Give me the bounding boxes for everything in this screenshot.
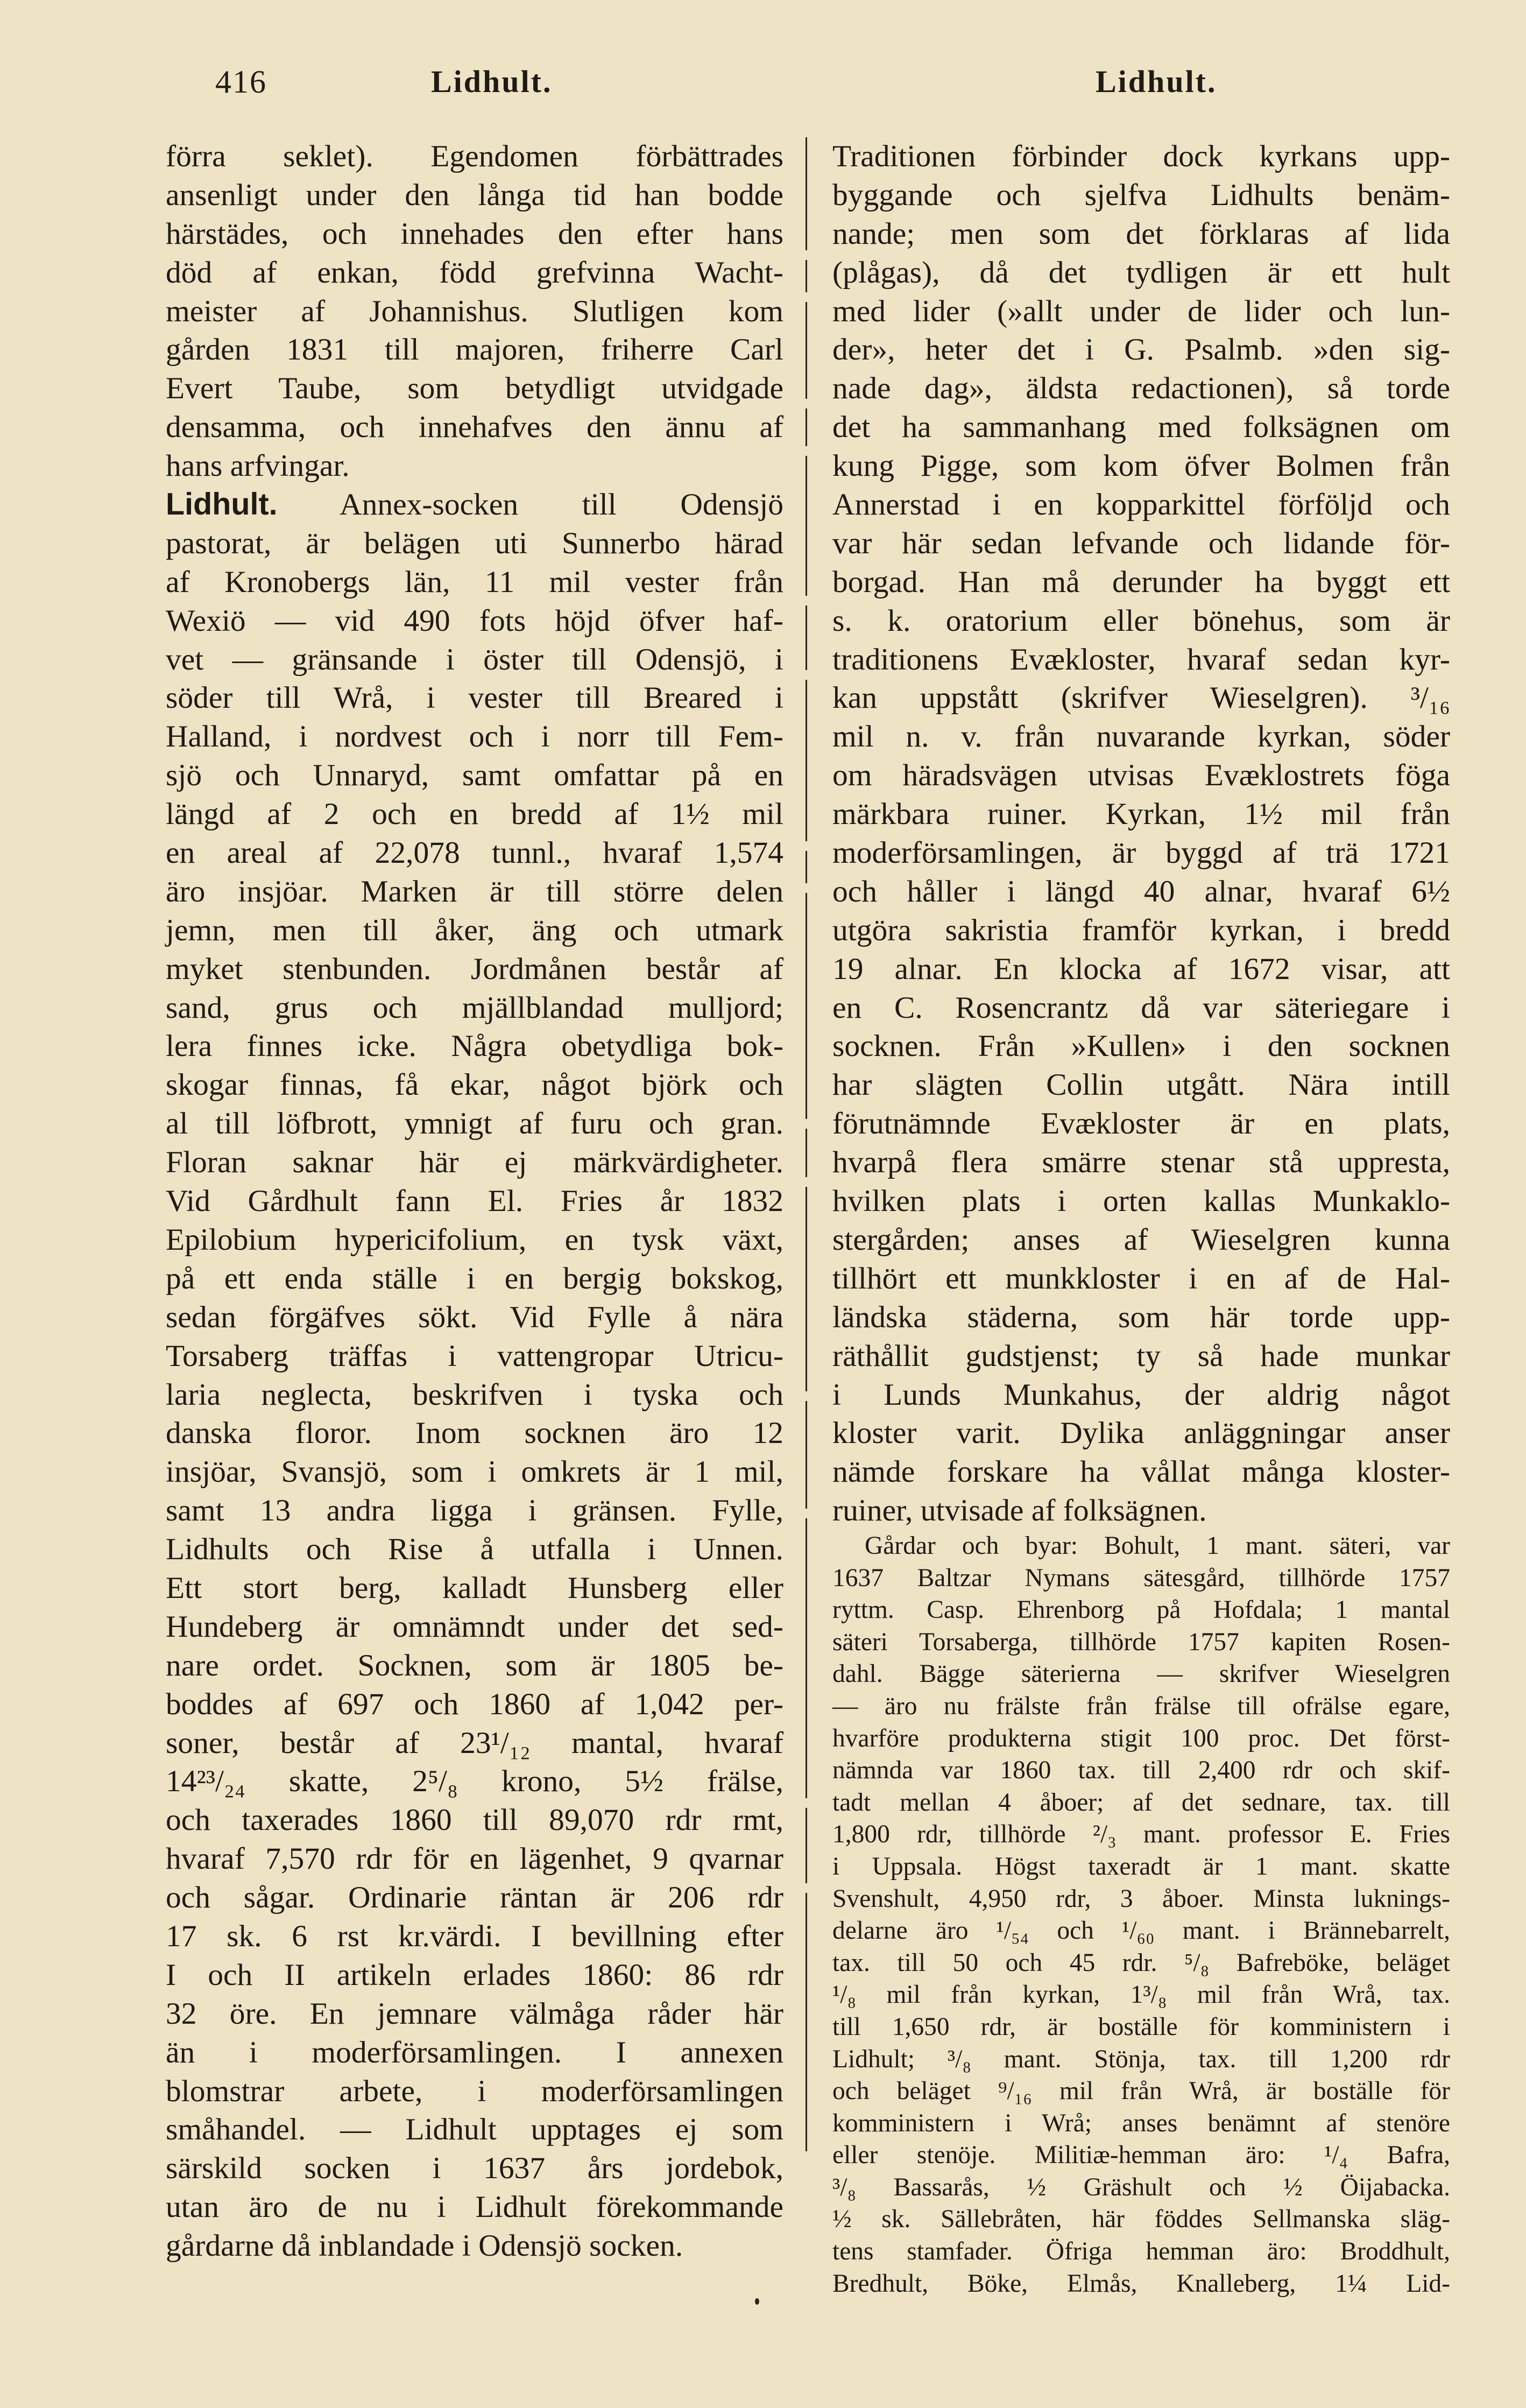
text-line: insjöar, Svansjö, som i omkrets är 1 mil, [166,1455,783,1489]
text-line: sedan förgäfves sökt. Vid Fylle å nära [166,1300,783,1334]
text-line: borgad. Han må derunder ha byggt ett [832,565,1450,599]
text-line: nade dag», äldsta redactionen), så torde [832,371,1450,406]
text-line: 19 alnar. En klocka af 1672 visar, att [832,952,1450,986]
text-line: meister af Johannishus. Slutligen kom [166,294,783,328]
section-heading: Lidhult. [166,487,278,522]
text-line: 17 sk. 6 rst kr.värdi. I bevillning efter [166,1919,783,1953]
left-text-column [166,137,783,2265]
text-line: densamma, och innehafves den ännu af [166,410,783,445]
text-line: nare ordet. Socknen, som är 1805 be- [166,1648,783,1682]
text-line: tadt mellan 4 åboer; af det sednare, tax. till [832,1788,1450,1816]
text-line: danska floror. Inom socknen äro 12 [166,1416,783,1451]
text-line: Traditionen förbinder dock kyrkans upp- [832,139,1450,173]
text-line: nande; men som det förklaras af lida [832,216,1450,251]
text-line: utgöra sakristia framför kyrkan, i bredd [832,913,1450,947]
text-line: der», heter det i G. Psalmb. »den sig- [832,333,1450,367]
text-line: al till löfbrott, ymnigt af furu och gran. [166,1107,783,1141]
text-line: dahl. Bägge säterierna — skrifver Wieselgren [832,1660,1450,1688]
text-line: hvarpå flera smärre stenar stå uppresta, [832,1145,1450,1180]
text-line: laria neglecta, beskrifven i tyska och [166,1377,783,1412]
text-line: jemn, men till åker, äng och utmark [166,913,783,947]
text-line: sand, grus och mjällblandad mulljord; [166,990,783,1025]
text-line: sjö och Unnaryd, samt omfattar på en [166,758,783,793]
text-line: eller stenöje. Militiæ-hemman äro: ¹/₄ Bafra, [832,2141,1450,2170]
text-line: ansenligt under den långa tid han bodde [166,178,783,212]
text-line: förutnämnde Evækloster är en plats, [832,1107,1450,1141]
text-line: ruiner, utvisade af folksägnen. [832,1494,1207,1528]
text-line: Torsaberg träffas i vattengropar Utricu- [166,1339,783,1373]
text-line: äro insjöar. Marken är till större delen [166,874,783,909]
text-line: förra seklet). Egendomen förbättrades [166,139,783,173]
text-line: ½ sk. Sällebråten, här föddes Sellmanska släg- [832,2205,1450,2234]
text-line: gården 1831 till majoren, friherre Carl [166,333,783,367]
text-line: ¹/₈ mil från kyrkan, 1³/₈ mil från Wrå, tax. [832,1981,1450,2009]
text-line: död af enkan, född grefvinna Wacht- [166,255,783,290]
page-header [161,64,1345,112]
text-line: samt 13 andra ligga i gränsen. Fylle, [166,1494,783,1528]
text-line: söder till Wrå, i vester till Breared i [166,681,783,715]
text-line: af Kronobergs län, 11 mil vester från [166,565,783,599]
text-line: tens stamfader. Öfriga hemman äro: Broddhult, [832,2237,1450,2266]
text-line: Ett stort berg, kalladt Hunsberg eller [166,1571,783,1605]
text-line: hvilken plats i orten kallas Munkaklo- [832,1184,1450,1219]
text-line: längd af 2 och en bredd af 1½ mil [166,797,783,832]
text-line: 32 öre. En jemnare välmåga råder här [166,1996,783,2031]
text-line: vet — gränsande i öster till Odensjö, i [166,642,783,677]
right-text-column [832,137,1450,1530]
text-line: på ett enda ställe i en bergig bokskog, [166,1261,783,1295]
text-line: Bredhult, Böke, Elmås, Knalleberg, 1¼ Lid- [832,2269,1450,2298]
text-line: kung Pigge, som kom öfver Bolmen från [832,449,1450,483]
text-line: nämnda var 1860 tax. till 2,400 rdr och skif- [832,1756,1450,1785]
text-line: komministern i Wrå; anses benämnt af stenöre [832,2109,1450,2137]
text-line: stergården; anses af Wieselgren kunna [832,1222,1450,1257]
text-line: traditionens Evækloster, hvaraf sedan kyr- [832,642,1450,677]
text-line: mil n. v. från nuvarande kyrkan, söder [832,720,1450,754]
text-line: lera finnes icke. Några obetydliga bok- [166,1029,783,1064]
text-line: med lider (»allt under de lider och lun- [832,294,1450,328]
text-line: s. k. oratorium eller bönehus, som är [832,603,1450,638]
text-line: (plågas), då det tydligen är ett hult [832,255,1450,290]
text-line: tax. till 50 och 45 rdr. ⁵/₈ Bafreböke, beläget [832,1948,1450,1977]
running-head-left: Lidhult. [431,64,553,99]
text-line: Floran saknar här ej märkvärdigheter. [166,1145,783,1180]
text-line: hvaraf 7,570 rdr för en lägenhet, 9 qvarnar [166,1842,783,1876]
text-line: småhandel. — Lidhult upptages ej som [166,2113,783,2147]
running-head-right: Lidhult. [1096,64,1217,99]
printer-mark [755,2298,759,2305]
text-line: kloster varit. Dylika anläggningar anser [832,1416,1450,1451]
text-line: hans arfvingar. [166,449,350,483]
text-line: en areal af 22,078 tunnl., hvaraf 1,574 [166,836,783,870]
text-line: och håller i längd 40 alnar, hvaraf 6½ [832,874,1450,909]
text-line: kan uppstått (skrifver Wieselgren). ³/₁₆ [832,681,1450,715]
text-line: än i moderförsamlingen. I annexen [166,2035,783,2069]
text-line: ³/₈ Bassarås, ½ Gräshult och ½ Öijabacka. [832,2173,1450,2201]
text-line: säteri Torsaberga, tillhörde 1757 kapiten Rosen- [832,1628,1450,1656]
text-line: var här sedan lefvande och lidande för- [832,526,1450,560]
text-line: och sågar. Ordinarie räntan är 206 rdr [166,1881,783,1915]
text-line: och beläget ⁹/₁₆ mil från Wrå, är boställe för [832,2077,1450,2106]
text-line: utan äro de nu i Lidhult förekommande [166,2190,783,2224]
text-line: socknen. Från »Kullen» i den socknen [832,1029,1450,1064]
text-line: Gårdar och byar: Bohult, 1 mant. säteri, var [865,1532,1450,1560]
text-line: har slägten Collin utgått. Nära intill [832,1068,1450,1102]
text-line: och taxerades 1860 till 89,070 rdr rmt, [166,1803,783,1837]
text-line: till 1,650 rdr, är boställe för komministern i [832,2012,1450,2041]
text-line: nämde forskare ha vållat många kloster- [832,1455,1450,1489]
text-line: i Uppsala. Högst taxeradt är 1 mant. skatte [832,1852,1450,1881]
text-line: härstädes, och innehades den efter hans [166,216,783,251]
text-line: Evert Taube, som betydligt utvidgade [166,371,783,406]
text-line: i Lunds Munkahus, der aldrig något [832,1377,1450,1412]
text-line: räthållit gudstjenst; ty så hade munkar [832,1339,1450,1373]
text-line: myket stenbunden. Jordmånen består af [166,952,783,986]
text-line: särskild socken i 1637 års jordebok, [166,2151,783,2186]
text-line: Lidhults och Rise å utfalla i Unnen. [166,1532,783,1567]
text-line: I och II artikeln erlades 1860: 86 rdr [166,1958,783,1992]
text-line: Hundeberg är omnämndt under det sed- [166,1609,783,1644]
text-line: Annerstad i en kopparkittel förföljd och [832,488,1450,522]
text-line: moderförsamlingen, är byggd af trä 1721 [832,836,1450,870]
text-line: en C. Rosencrantz då var säteriegare i [832,990,1450,1025]
text-line: märkbara ruiner. Kyrkan, 1½ mil från [832,797,1450,832]
text-line: tillhört ett munkkloster i en af de Hal- [832,1261,1450,1295]
text-line: gårdarne då inblandade i Odensjö socken. [166,2229,683,2263]
text-line: ländska städerna, som här torde upp- [832,1300,1450,1334]
text-line: Vid Gårdhult fann El. Fries år 1832 [166,1184,783,1219]
text-line: det ha sammanhang med folksägnen om [832,410,1450,445]
text-line: blomstrar arbete, i moderförsamlingen [166,2074,783,2108]
farms-footnote [832,1530,1450,2300]
text-line: hvarföre produkterna stigit 100 proc. Det först- [832,1724,1450,1752]
text-line: boddes af 697 och 1860 af 1,042 per- [166,1687,783,1721]
text-line: pastorat, är belägen uti Sunnerbo härad [166,526,783,560]
text-line: om häradsvägen utvisas Evæklostrets föga [832,758,1450,793]
text-line: ryttm. Casp. Ehrenborg på Hofdala; 1 mantal [832,1596,1450,1624]
text-line: Wexiö — vid 490 fots höjd öfver haf- [166,603,783,638]
text-line: soner, består af 23¹/₁₂ mantal, hvaraf [166,1726,783,1760]
text-line: Halland, i nordvest och i norr till Fem- [166,720,783,754]
column-divider [806,137,807,2220]
text-line: skogar finnas, få ekar, något björk och [166,1068,783,1102]
text-line: byggande och sjelfva Lidhults benäm- [832,178,1450,212]
text-line: 1637 Baltzar Nymans sätesgård, tillhörde 1757 [832,1564,1450,1592]
text-line: 1,800 rdr, tillhörde ²/₃ mant. professor E. Fries [832,1820,1450,1849]
text-line: Lidhult; ³/₈ mant. Stönja, tax. till 1,200 rdr [832,2045,1450,2073]
text-line: Lidhult. Annex-socken till Odensjö [166,487,783,522]
page-number: 416 [215,64,267,100]
text-line: 14²³/₂₄ skatte, 2⁵/₈ krono, 5½ frälse, [166,1764,783,1799]
text-line: Svenshult, 4,950 rdr, 3 åboer. Minsta luknings- [832,1884,1450,1913]
text-line: Epilobium hypericifolium, en tysk växt, [166,1222,783,1257]
text-line: delarne äro ¹/₅₄ och ¹/₆₀ mant. i Brännebarrelt, [832,1917,1450,1945]
text-line: — äro nu frälste från frälse till ofrälse egare, [832,1692,1450,1720]
